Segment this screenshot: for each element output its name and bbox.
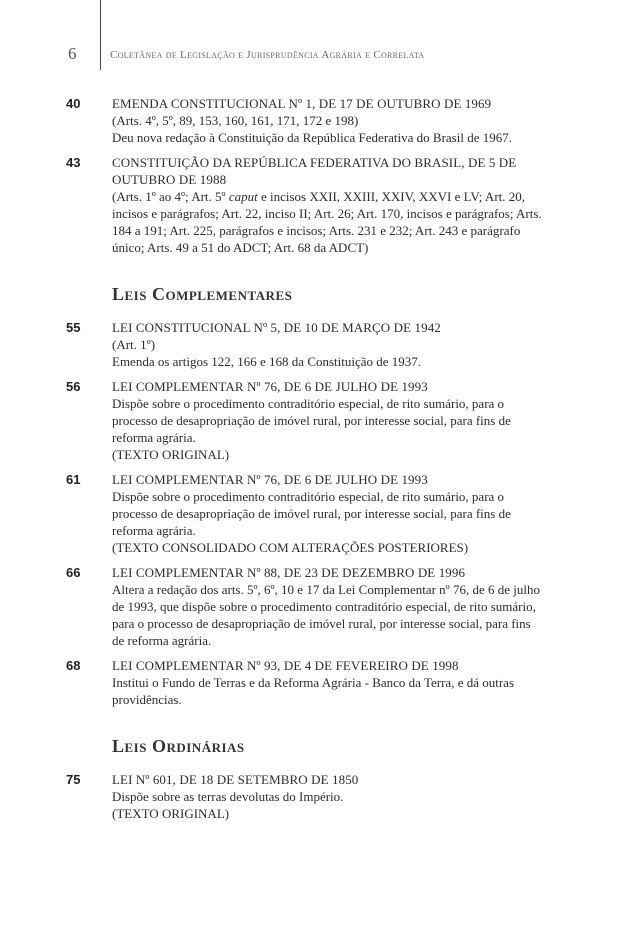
toc-entry-body	[112, 771, 542, 822]
toc-entry-body	[112, 319, 542, 370]
toc-entry-title: CONSTITUIÇÃO DA REPÚBLICA FEDERATIVA DO BRASIL, DE 5 DE OUTUBRO DE 1988	[112, 155, 517, 187]
toc-page-number: 61	[66, 472, 81, 487]
toc-entry-title: LEI COMPLEMENTAR Nº 76, DE 6 DE JULHO DE 1993	[112, 379, 428, 394]
toc-entry	[0, 771, 638, 822]
toc-entry-description: Deu nova redação à Constituição da República Federativa do Brasil de 1967.	[112, 130, 512, 145]
toc-entry-description: (TEXTO ORIGINAL)	[112, 806, 230, 821]
toc-entry-body	[112, 471, 542, 556]
toc-entry-description: (Arts. 1º ao 4º; Art. 5º caput e incisos XXII, XXIII, XXIV, XXVI e LV; Art. 20, incisos e parágrafos; Art. 22, inciso II; Art. 26; Art. 170, incisos e parágrafos; Arts. 184 a 191; Art. 225, parágrafos e incisos; Arts. 231 e 232; Art. 243 e parágrafo único; Arts. 49 a 51 do ADCT; Art. 68 da ADCT)	[112, 189, 542, 255]
toc-entry-body	[112, 154, 542, 256]
toc-page-number: 56	[66, 379, 81, 394]
toc-entry	[0, 378, 638, 463]
toc-entry-title: LEI COMPLEMENTAR Nº 93, DE 4 DE FEVEREIRO DE 1998	[112, 658, 459, 673]
toc-entry-description: Dispõe sobre o procedimento contraditório especial, de rito sumário, para o processo de desapropriação de imóvel rural, por interesse social, para fins de reforma agrária.	[112, 396, 511, 445]
toc-entry-title: LEI CONSTITUCIONAL Nº 5, DE 10 DE MARÇO DE 1942	[112, 320, 441, 335]
entries-leis-ordinarias	[0, 771, 638, 822]
toc-entry	[0, 657, 638, 708]
toc-page-number: 68	[66, 658, 81, 673]
toc-entry	[0, 95, 638, 146]
entries-leis-complementares	[0, 319, 638, 708]
toc-entry-title: LEI COMPLEMENTAR Nº 76, DE 6 DE JULHO DE 1993	[112, 472, 428, 487]
entries-constitutional	[0, 95, 638, 256]
toc-entry	[0, 564, 638, 649]
toc-entry-title: LEI COMPLEMENTAR Nº 88, DE 23 DE DEZEMBRO DE 1996	[112, 565, 466, 580]
toc-page-number: 66	[66, 565, 81, 580]
toc-entry-description: (TEXTO ORIGINAL)	[112, 447, 230, 462]
toc-entry	[0, 154, 638, 256]
page-number: 6	[68, 44, 77, 63]
toc-entry-description: Dispõe sobre as terras devolutas do Império.	[112, 789, 344, 804]
toc-entry-body	[112, 564, 542, 649]
toc-entry	[0, 471, 638, 556]
running-title: Coletânea de Legislação e Jurisprudência Agrária e Correlata	[110, 49, 425, 61]
toc-entry-description: Altera a redação dos arts. 5º, 6º, 10 e 17 da Lei Complementar nº 76, de 6 de julho de 1993, que dispõe sobre o procedimento contraditório especial, de rito sumário, para o processo de desapropriação de imóvel rural, por interesse social, para fins de reforma agrária.	[112, 582, 540, 648]
table-of-contents	[0, 95, 638, 830]
toc-entry-title: EMENDA CONSTITUCIONAL Nº 1, DE 17 DE OUTUBRO DE 1969	[112, 96, 492, 111]
toc-entry-body	[112, 657, 542, 708]
toc-entry-description: (TEXTO CONSOLIDADO COM ALTERAÇÕES POSTERIORES)	[112, 540, 469, 555]
page-header	[0, 0, 638, 70]
section-title-leis-ordinarias: Leis Ordinárias	[112, 736, 245, 756]
toc-entry-description: Emenda os artigos 122, 166 e 168 da Constituição de 1937.	[112, 354, 422, 369]
toc-entry-description: Institui o Fundo de Terras e da Reforma Agrária - Banco da Terra, e dá outras providências.	[112, 675, 515, 707]
toc-entry-description: (Art. 1º)	[112, 337, 156, 352]
toc-entry	[0, 319, 638, 370]
section-title-leis-complementares: Leis Complementares	[112, 284, 293, 304]
toc-page-number: 40	[66, 96, 81, 111]
toc-entry-description: (Arts. 4º, 5º, 89, 153, 160, 161, 171, 172 e 198)	[112, 113, 359, 128]
toc-entry-title: LEI Nº 601, DE 18 DE SETEMBRO DE 1850	[112, 772, 359, 787]
toc-entry-body	[112, 378, 542, 463]
header-divider	[100, 0, 101, 70]
toc-page-number: 55	[66, 320, 81, 335]
italic-term: caput	[228, 189, 258, 204]
toc-page-number: 43	[66, 155, 81, 170]
toc-page-number: 75	[66, 772, 81, 787]
toc-entry-description: Dispõe sobre o procedimento contraditório especial, de rito sumário, para o processo de desapropriação de imóvel rural, por interesse social, para fins de reforma agrária.	[112, 489, 511, 538]
toc-entry-body	[112, 95, 542, 146]
